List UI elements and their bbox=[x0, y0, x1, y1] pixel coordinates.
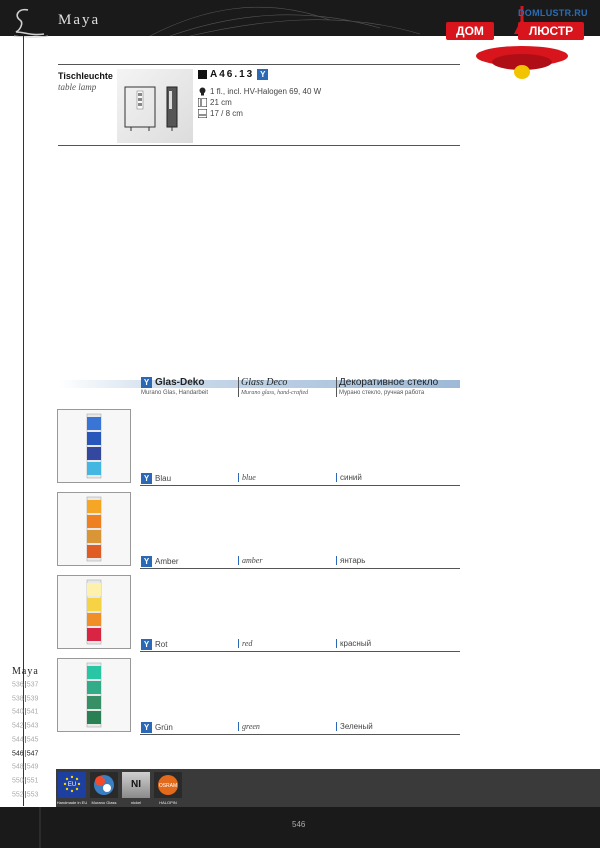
code-marker-icon bbox=[198, 70, 207, 79]
cert-caption-nickel: nickel bbox=[130, 800, 142, 805]
variant-name-ru: Зеленый bbox=[340, 722, 373, 731]
variant-label-en bbox=[238, 639, 252, 648]
variant-label-de bbox=[141, 722, 173, 733]
spec-bulb bbox=[198, 86, 321, 96]
svg-text:OSRAM: OSRAM bbox=[158, 783, 178, 789]
variant-name-ru: янтарь bbox=[340, 556, 366, 565]
variant-name-de: Blau bbox=[155, 474, 172, 483]
index-row[interactable] bbox=[12, 791, 38, 798]
spec-size-text: 17 / 8 cm bbox=[210, 108, 243, 118]
index-row[interactable] bbox=[12, 681, 38, 688]
y-badge: Y bbox=[257, 69, 268, 80]
glass-deco-icon bbox=[58, 576, 130, 648]
column-separator bbox=[336, 639, 337, 648]
index-page-right[interactable]: 551 bbox=[26, 777, 39, 785]
section-divider bbox=[58, 64, 460, 65]
cert-caption-eu: Handmade in EU bbox=[56, 800, 88, 805]
index-page-right[interactable]: 541 bbox=[26, 708, 39, 716]
column-separator bbox=[238, 377, 239, 397]
index-page-right[interactable]: 543 bbox=[26, 722, 39, 730]
variant-label-en bbox=[238, 556, 262, 565]
index-separator bbox=[25, 695, 26, 702]
y-badge: Y bbox=[141, 722, 152, 733]
variant-swatch bbox=[57, 409, 131, 483]
index-page-left[interactable]: 538 bbox=[12, 695, 24, 703]
eu-flag-icon bbox=[58, 772, 86, 798]
product-name-en: table lamp bbox=[58, 82, 97, 92]
index-page-right[interactable]: 549 bbox=[26, 763, 39, 771]
y-badge: Y bbox=[141, 473, 152, 484]
index-page-right[interactable]: 539 bbox=[26, 695, 39, 703]
index-page-left[interactable]: 552 bbox=[12, 790, 24, 798]
logo-word-left: ДОМ bbox=[446, 22, 494, 40]
deco-sub-en: Murano glass, hand-crafted bbox=[241, 390, 309, 396]
chandelier-icon bbox=[472, 38, 572, 84]
bulb-icon bbox=[198, 87, 207, 96]
variant-name-de: Amber bbox=[155, 557, 179, 566]
variant-label-ru bbox=[336, 639, 371, 648]
variant-name-de: Rot bbox=[155, 640, 168, 649]
row-divider bbox=[140, 651, 460, 652]
index-page-right[interactable]: 553 bbox=[26, 790, 39, 798]
index-separator bbox=[25, 722, 26, 729]
variant-name-en: green bbox=[242, 722, 260, 731]
variant-name-en: amber bbox=[242, 556, 263, 565]
spec-height-text: 21 cm bbox=[210, 97, 232, 107]
logo-word-right: ЛЮСТР bbox=[518, 22, 584, 40]
glass-deco-icon bbox=[58, 410, 130, 482]
variant-label-en bbox=[238, 473, 256, 482]
index-page-right[interactable]: 547 bbox=[26, 749, 39, 757]
index-separator bbox=[25, 681, 26, 688]
index-separator bbox=[25, 777, 26, 784]
column-separator bbox=[336, 556, 337, 565]
product-image bbox=[117, 69, 193, 143]
index-page-right[interactable]: 537 bbox=[26, 681, 39, 689]
index-page-left[interactable]: 546 bbox=[12, 749, 24, 757]
variant-swatch bbox=[57, 575, 131, 649]
index-row[interactable] bbox=[12, 763, 38, 770]
osram-icon bbox=[154, 772, 182, 798]
index-row[interactable] bbox=[12, 722, 38, 729]
certification-bar-extension bbox=[460, 769, 600, 807]
y-badge: Y bbox=[141, 639, 152, 650]
index-separator bbox=[25, 736, 26, 743]
page-title: Maya bbox=[58, 12, 101, 28]
row-divider bbox=[140, 734, 460, 735]
index-page-left[interactable]: 542 bbox=[12, 722, 24, 730]
variant-label-de bbox=[141, 639, 167, 650]
svg-text:EU: EU bbox=[67, 782, 77, 788]
column-separator bbox=[336, 377, 337, 397]
height-icon bbox=[198, 98, 207, 107]
index-row[interactable] bbox=[12, 777, 38, 784]
index-page-right[interactable]: 545 bbox=[26, 736, 39, 744]
size-icon bbox=[198, 109, 207, 118]
murano-glass-icon bbox=[90, 772, 118, 798]
index-separator bbox=[25, 708, 26, 715]
index-separator bbox=[25, 791, 26, 798]
product-code-row bbox=[198, 69, 268, 80]
variant-name-en: blue bbox=[242, 473, 256, 482]
product-name-de: Tischleuchte bbox=[58, 71, 113, 81]
variant-label-en bbox=[238, 722, 260, 731]
product-code: A46.13 bbox=[210, 69, 255, 80]
variant-label-de bbox=[141, 556, 179, 567]
deco-sub-ru: Мурано стекло, ручная работа bbox=[339, 390, 425, 396]
index-page-left[interactable]: 540 bbox=[12, 708, 24, 716]
column-separator bbox=[336, 473, 337, 482]
variant-swatch bbox=[57, 492, 131, 566]
index-separator bbox=[25, 763, 26, 770]
variant-label-ru bbox=[336, 556, 365, 565]
nickel-icon: NI bbox=[122, 772, 150, 798]
deco-title-de: Glas-Deko bbox=[155, 377, 205, 388]
index-row[interactable] bbox=[12, 695, 38, 702]
column-separator bbox=[238, 722, 239, 731]
cert-caption-murano: Murano Glass bbox=[91, 800, 117, 805]
variant-label-ru bbox=[336, 473, 362, 482]
row-divider bbox=[140, 568, 460, 569]
variant-name-ru: красный bbox=[340, 639, 372, 648]
y-badge: Y bbox=[141, 377, 152, 388]
spec-size bbox=[198, 108, 243, 118]
y-badge: Y bbox=[141, 556, 152, 567]
column-separator bbox=[238, 473, 239, 482]
page-number: 546 bbox=[292, 820, 306, 829]
table-lamp-icon bbox=[117, 69, 193, 143]
spec-bulb-text: 1 fl., incl. HV-Halogen 69, 40 W bbox=[210, 86, 322, 96]
deco-title-de-cell bbox=[141, 377, 204, 388]
variant-label-ru bbox=[336, 722, 373, 731]
index-row[interactable] bbox=[12, 736, 38, 743]
index-separator bbox=[25, 750, 26, 757]
left-margin-rule bbox=[23, 36, 24, 806]
maya-logo-icon bbox=[6, 6, 52, 40]
column-separator bbox=[238, 639, 239, 648]
glass-deco-icon bbox=[58, 659, 130, 731]
variant-name-ru: синий bbox=[340, 473, 362, 482]
cert-caption-osram: HALOPIN bbox=[159, 800, 177, 805]
section-divider-bottom bbox=[58, 145, 460, 146]
variant-swatch bbox=[57, 658, 131, 732]
variant-label-de bbox=[141, 473, 171, 484]
deco-title-ru: Декоративное стекло bbox=[339, 377, 439, 388]
column-separator bbox=[336, 722, 337, 731]
logo-url[interactable]: DOMLUSTR.RU bbox=[518, 8, 588, 18]
index-page-left[interactable]: 544 bbox=[12, 736, 24, 744]
deco-sub-de: Murano Glas, Handarbeit bbox=[141, 390, 209, 396]
index-page-left[interactable]: 548 bbox=[12, 763, 24, 771]
row-divider bbox=[140, 485, 460, 486]
index-row[interactable] bbox=[12, 708, 38, 715]
index-page-left[interactable]: 536 bbox=[12, 681, 24, 689]
variant-name-de: Grün bbox=[155, 723, 173, 732]
index-row[interactable] bbox=[12, 750, 38, 757]
spec-height bbox=[198, 97, 232, 107]
variant-name-en: red bbox=[242, 639, 253, 648]
glass-deco-icon bbox=[58, 493, 130, 565]
column-separator bbox=[238, 556, 239, 565]
index-title: Maya bbox=[12, 666, 39, 677]
index-page-left[interactable]: 550 bbox=[12, 777, 24, 785]
deco-title-en: Glass Deco bbox=[241, 377, 288, 388]
